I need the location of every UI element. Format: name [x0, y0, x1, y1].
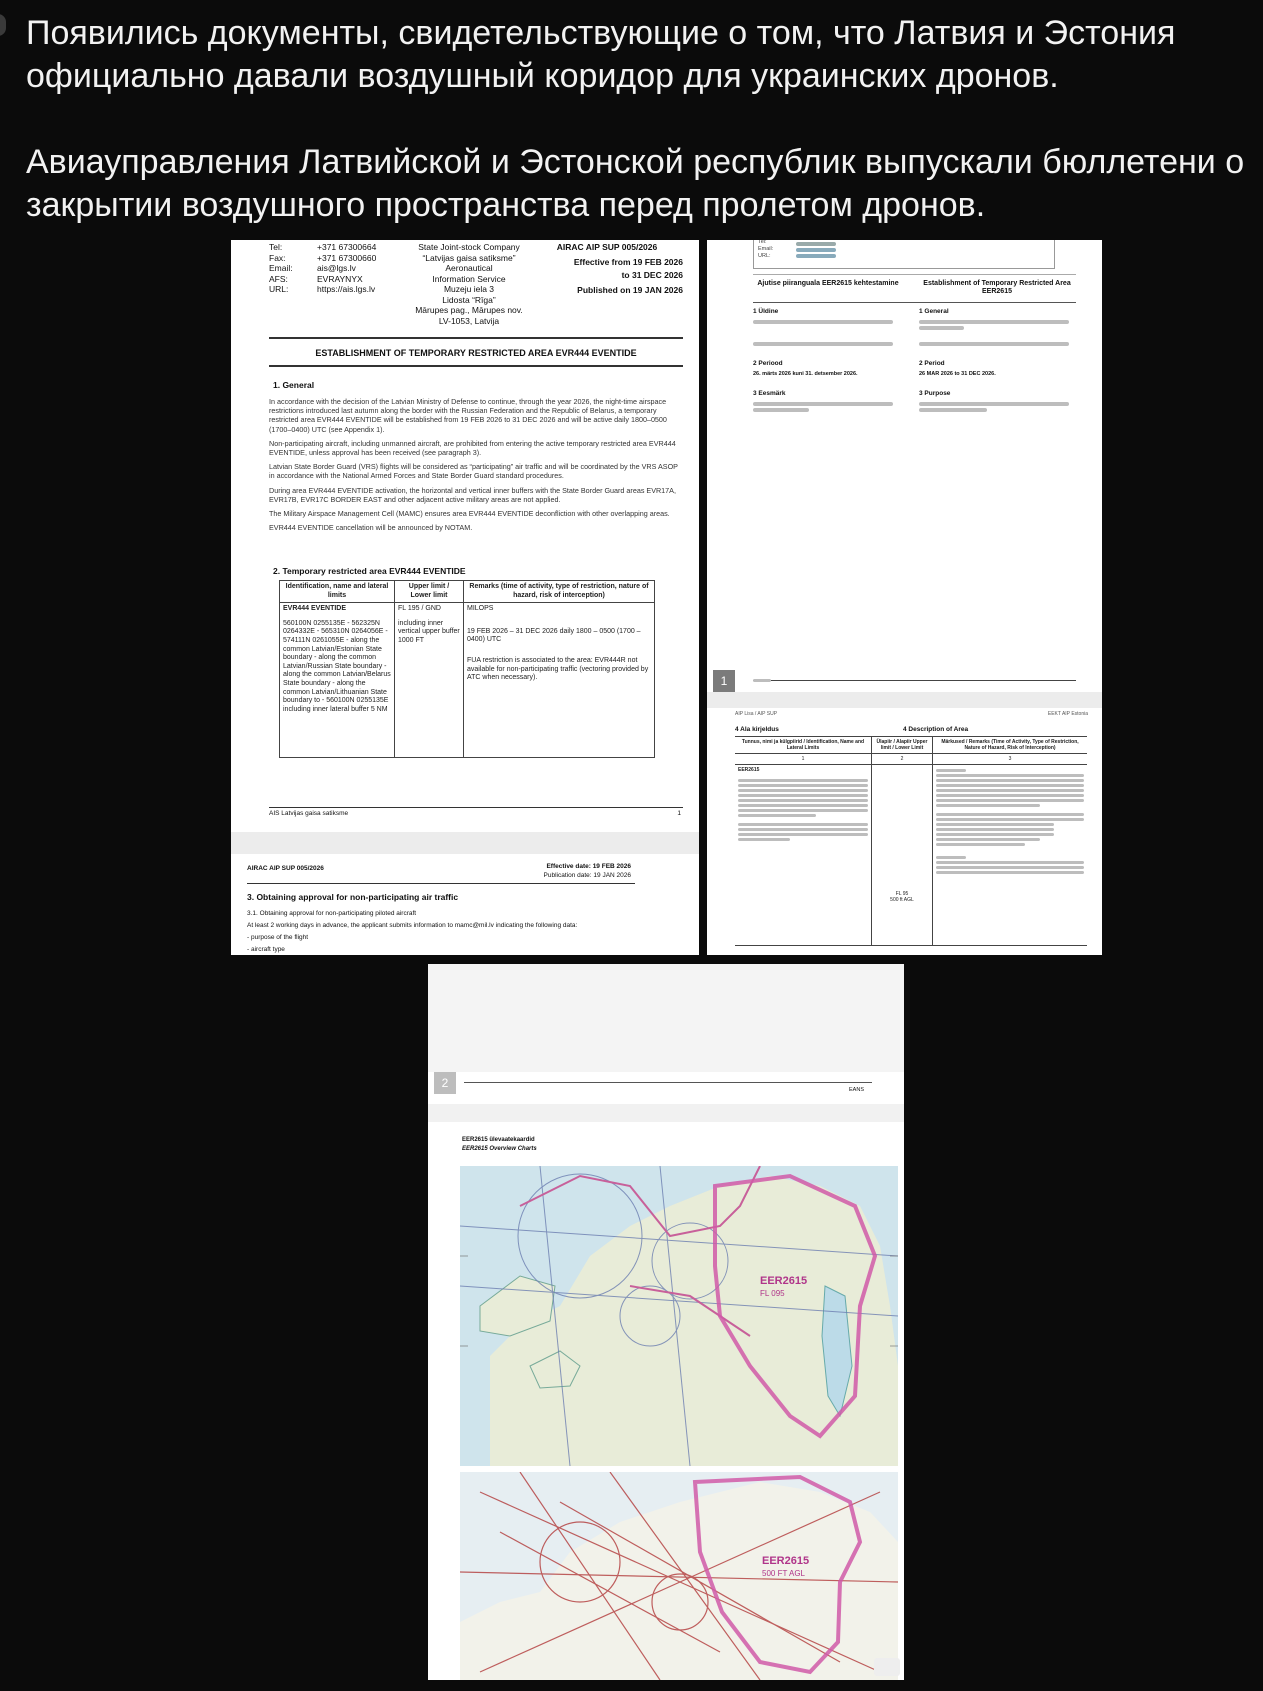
contact-key: Fax:: [269, 252, 286, 263]
et-title: Ajutise piiranguala EER2615 kehtestamine: [757, 280, 899, 287]
en-notam-text: [919, 340, 1069, 348]
table-cell: 3: [933, 754, 1088, 765]
et-purpose: 3 Eesmärk: [753, 390, 786, 397]
contact-row: [269, 263, 376, 274]
area-remarks: FUA restriction is associated to the area: EVR444R not available for non-participating traffic (vectoring provided by ATC when necessary).: [467, 656, 649, 682]
footer-right: 1: [677, 810, 681, 817]
area-coords-text: [738, 779, 868, 841]
s1-paragraph: The Military Airspace Management Cell (MAMC) ensures area EVR444 EVENTIDE deconfliction with other overlapping areas.: [269, 509, 670, 519]
contact-key: Tel:: [758, 240, 767, 245]
scroll-button[interactable]: [874, 1658, 900, 1676]
table-cell: [280, 603, 395, 758]
issuer-line: Muzeju iela 3: [443, 284, 495, 294]
contact-row: [269, 274, 376, 285]
area-limits-note: including inner vertical upper buffer 1000 FT: [398, 619, 460, 644]
en-period: 2 Period: [919, 360, 945, 367]
contact-value: EVRAYNYX: [317, 273, 363, 284]
et-general-text: [753, 318, 893, 326]
estonia-map-image[interactable]: [428, 964, 904, 1680]
footer-left: AIS Latvijas gaisa satiksme: [269, 810, 349, 817]
sup-id: AIRAC AIP SUP 005/2026: [556, 242, 658, 252]
page-number-badge: 1: [713, 670, 735, 692]
table-header: Märkused / Remarks (Time of Activity, Type of Restriction, Nature of Hazard, Risk of Interception): [933, 737, 1088, 754]
area-remarks: 19 FEB 2026 – 31 DEC 2026 daily 1800 – 0500 (1700 – 0400) UTC: [467, 627, 641, 644]
area-remarks-text: [936, 769, 1084, 874]
area-title-en: 4 Description of Area: [903, 726, 969, 733]
table-cell: [933, 765, 1088, 946]
section-2-title: 2. Temporary restricted area EVR444 EVENTIDE: [273, 566, 466, 576]
divider: [269, 337, 683, 339]
section-1-title: 1. General: [273, 380, 315, 390]
divider: [753, 274, 1076, 275]
contact-value: https://ais.lgs.lv: [317, 284, 376, 294]
en-period-dates: 26 MAR 2026 to 31 DEC 2026.: [919, 371, 996, 377]
issuer-line: Information Service: [432, 273, 506, 284]
overview-map-1: [460, 1166, 898, 1466]
table-header: Ülapiir / Alapiir Upper limit / Lower Limit: [872, 737, 933, 754]
post-text: [26, 12, 1246, 227]
restricted-area-table: [279, 580, 655, 758]
contact-box: [753, 240, 1055, 269]
en-purpose: 3 Purpose: [919, 390, 951, 397]
latvia-doc-image[interactable]: [231, 240, 699, 955]
contact-values: [796, 240, 836, 260]
s3-sub: 3.1. Obtaining approval for non-participating piloted aircraft: [247, 910, 417, 917]
contact-key: Email:: [758, 246, 774, 252]
divider: [464, 1082, 872, 1083]
footer-logo: [753, 677, 771, 684]
table-cell: [464, 603, 655, 758]
sup-published: Published on 19 JAN 2026: [577, 284, 683, 295]
table-header: Tunnus, nimi ja külgpiirid / Identification, Name and Lateral Limits: [735, 737, 872, 754]
area-table: [735, 736, 1087, 946]
contact-row: [269, 284, 376, 295]
page-gap: [231, 832, 699, 854]
contact-key: AFS:: [269, 273, 288, 284]
contact-row: [269, 242, 376, 253]
area-limit-fl: FL 95: [895, 891, 909, 897]
area-limits: FL 195 / GND: [398, 605, 441, 613]
divider: [247, 883, 635, 884]
en-general: 1 General: [919, 308, 949, 315]
divider: [269, 365, 683, 367]
p2-publication: Publication date: 19 JAN 2026: [543, 872, 631, 879]
et-period: 2 Periood: [753, 360, 783, 367]
contact-value: ais@lgs.lv: [317, 263, 356, 273]
issuer-line: “Latvijas gaisa satiksme”: [422, 252, 516, 263]
sup-to: to 31 DEC 2026: [621, 270, 683, 280]
s1-paragraph: Non-participating aircraft, including unmanned aircraft, are prohibited from entering the active temporary restricted area EVR444 EVENTIDE, unless approval has been received (see paragraph 3).: [269, 438, 676, 458]
area-id: EVR444 EVENTIDE: [283, 605, 347, 613]
issuer-block: [409, 242, 529, 326]
contact-key: Tel:: [269, 242, 283, 252]
en-purpose-text: [919, 400, 1069, 414]
lower-header-right: EEKT AIP Estonia: [1047, 711, 1088, 717]
p2-sup: AIRAC AIP SUP 005/2026: [247, 865, 324, 872]
map-title-en: EER2615 Overview Charts: [462, 1146, 537, 1152]
post-paragraph-2: Авиауправления Латвийской и Эстонской республик выпускали бюллетени о закрытии воздушного пространства перед пролетом дронов.: [26, 143, 1245, 224]
table-cell: 2: [872, 754, 933, 765]
table-cell: [735, 765, 872, 946]
avatar[interactable]: [0, 14, 6, 36]
contact-row: [269, 253, 376, 264]
area-remarks: MILOPS: [467, 605, 494, 613]
contact-key: URL:: [269, 284, 289, 294]
section-3-title: 3. Obtaining approval for non-participating air traffic: [247, 892, 459, 902]
et-purpose-text: [753, 400, 893, 414]
s1-paragraph: EVR444 EVENTIDE cancellation will be announced by NOTAM.: [269, 523, 473, 533]
et-period-dates: 26. märts 2026 kuni 31. detsember 2026.: [753, 371, 858, 377]
map-label: EER2615: [762, 1555, 810, 1567]
contact-key: URL:: [758, 253, 771, 259]
table-cell: 1: [735, 754, 872, 765]
sup-effective: Effective from 19 FEB 2026: [573, 256, 683, 267]
area-coords: 560100N 0255135E - 562325N 0264332E - 565310N 0264056E - 574111N 0261055E - along the common Latvian/Estonian State boundary - along the common Latvian/Russian State boundary - along the common Latvian/Belarus State boundary - along the common Latvian/Lithuanian State boundary to - 560100N 0255135E including inner lateral buffer 5 NM: [283, 619, 391, 713]
contact-value: +371 67300664: [317, 242, 377, 252]
issuer-line: LV-1053, Latvija: [438, 315, 500, 326]
map-label-sub: FL 095: [760, 1289, 785, 1298]
s1-paragraph: In accordance with the decision of the Latvian Ministry of Defense to continue, through the year 2026, the night-time airspace restrictions introduced last autumn along the border with the Russian Federation and the Republic of Belarus, a temporary restricted area EVR444 EVENTIDE will be established from 19 FEB 2026 to 31 DEC 2026 and will be active daily 1800–0500 (1700–0400) UTC (see Appendix 1).: [269, 397, 667, 434]
contacts-block: [269, 242, 376, 295]
p2-effective: Effective date: 19 FEB 2026: [546, 863, 631, 870]
divider: [753, 302, 1076, 303]
divider: [753, 680, 1076, 681]
s1-paragraph: During area EVR444 EVENTIDE activation, the horizontal and vertical inner buffers with the State Border Guard areas EVR17A, EVR17B, EVR17C BORDER EAST and other adjacent active military areas are not applied.: [269, 485, 676, 504]
map-title-et: EER2615 ülevaatekaardid: [462, 1137, 535, 1143]
et-notam-text: [753, 340, 893, 348]
contact-value: +371 67300660: [317, 252, 377, 263]
eans-logo: EANS: [849, 1087, 864, 1093]
main-title: ESTABLISHMENT OF TEMPORARY RESTRICTED AREA EVR444 EVENTIDE: [315, 348, 637, 358]
map-label-sub: 500 FT AGL: [762, 1569, 805, 1578]
page-gap: [428, 1104, 904, 1122]
footer-divider: [269, 807, 683, 808]
page-gap: [707, 692, 1102, 708]
s1-paragraph: Latvian State Border Guard (VRS) flights will be considered as “participating” air traffic and will be coordinated by the VRS ASOP in accordance with the National Armed Forces and State Border Guard standard procedures.: [269, 462, 678, 481]
map-label: EER2615: [760, 1275, 808, 1287]
area-id: EER2615: [738, 767, 760, 773]
issuer-line: Mārupes pag., Mārupes nov.: [415, 305, 523, 315]
issuer-line: State Joint-stock Company: [418, 242, 520, 252]
table-header: Upper limit / Lower limit: [395, 581, 464, 603]
s3-item: - aircraft type: [247, 946, 285, 953]
table-cell: [395, 603, 464, 758]
page-top: [428, 964, 904, 1072]
en-title: Establishment of Temporary Restricted Area EER2615: [923, 280, 1071, 295]
table-header: Remarks (time of activity, type of restriction, nature of hazard, risk of interception): [464, 581, 655, 603]
area-limit-agl: 500 ft AGL: [890, 897, 914, 903]
post-paragraph-1: Появились документы, свидетельствующие о том, что Латвия и Эстония официально давали воздушный коридор для украинских дронов.: [26, 14, 1176, 95]
s3-item: - purpose of the flight: [247, 934, 309, 941]
area-title-et: 4 Ala kirjeldus: [735, 726, 779, 733]
s3-text: At least 2 working days in advance, the applicant submits information to mamc@mil.lv indicating the following data:: [247, 922, 578, 929]
table-header: Identification, name and lateral limits: [280, 581, 395, 603]
sup-header: [531, 242, 683, 295]
issuer-line: Lidosta “Rīga”: [442, 294, 496, 305]
lower-header-left: AIP Lisa / AIP SUP: [735, 711, 778, 717]
et-general: 1 Üldine: [753, 308, 779, 315]
issuer-line: Aeronautical: [445, 263, 493, 273]
estonia-doc-image[interactable]: [707, 240, 1102, 955]
overview-map-2: [460, 1472, 898, 1680]
table-cell: [872, 765, 933, 946]
en-general-text: [919, 318, 1069, 332]
contact-key: Email:: [269, 263, 293, 273]
page-number-badge: 2: [434, 1072, 456, 1094]
